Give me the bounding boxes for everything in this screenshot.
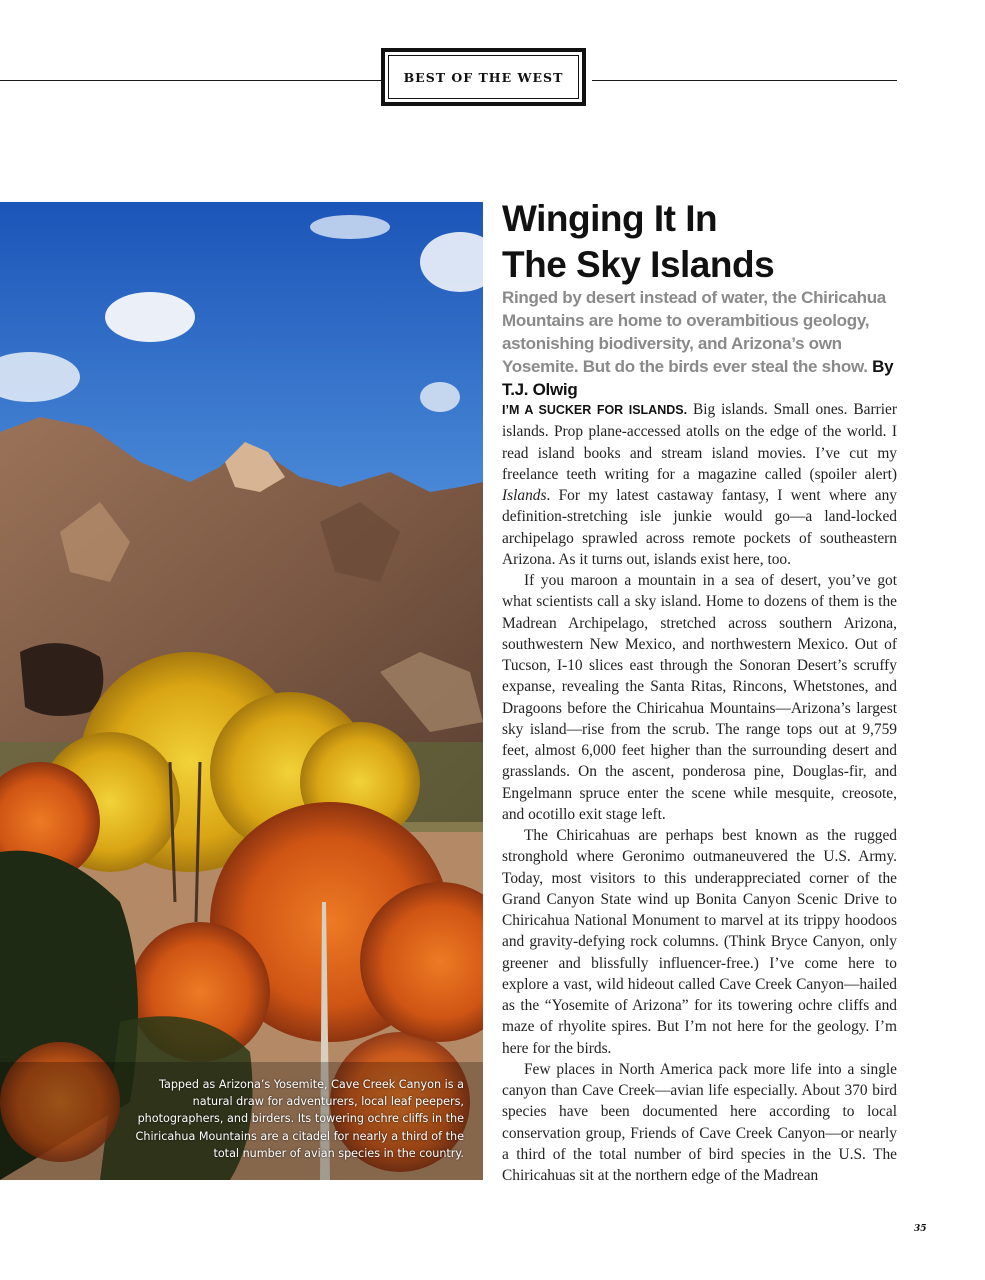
deck [502,286,902,401]
byline: By T.J. Olwig [502,357,894,399]
paragraph-4: Few places in North America pack more life into a single canyon than Cave Creek—avian life especially. About 370 bird species have been documented here according to local conservation group, Friends of Cave Creek Canyon—or nearly a third of the total number of bird species in the U.S. The Chiricahuas sit at the northern edge of the Madrean [502,1060,897,1184]
paragraph-3: The Chiricahuas are perhaps best known as the rugged stronghold where Geronimo outmaneuvered the U.S. Army. Today, most visitors to this underappreciated corner of the Grand Canyon State wind up Bonita Canyon Scenic Drive to Chiricahua National Monument to marvel at its trippy hoodoos and gravity-defying rock columns. (Think Bryce Canyon, only greener and blissfully influencer-free.) I’ve come here to explore a vast, wild hideout called Cave Creek Canyon—hailed as the “Yosemite of Arizona” for its towering ochre cliffs and maze of rhyolite spires. But I’m not here for the geology. I’m here for the birds. [502,827,897,1057]
photo-illustration [0,202,483,1180]
header-rule-left [0,80,382,81]
paragraph-2: If you maroon a mountain in a sea of desert, you’ve got what scientists call a sky island. Home to dozens of them is the Madrean Archipelago, stretched across southern Arizona, southwestern New Mexico, and northwestern Mexico. Out of Tucson, I-10 slices east through the Sonoran Desert’s scruffy expanse, revealing the Santa Ritas, Rincons, Whetstones, and Dragoons before the Chiricahua Mountains—Arizona’s largest sky island—rise from the scrub. The range tops out at 9,759 feet, almost 6,000 feet higher than the surrounding desert and grasslands. On the ascent, ponderosa pine, Douglas-fir, and Engelmann spruce enter the scene while mesquite, creosote, and ocotillo exit stage left. [502,572,897,823]
canyon-photo [0,202,483,1180]
headline-line-2: The Sky Islands [502,244,775,285]
lead-in: I’M A SUCKER FOR ISLANDS. [502,403,688,417]
header-rule-right [592,80,897,81]
headline [502,196,902,288]
magazine-title: Islands [502,487,547,504]
deck-text: Ringed by desert instead of water, the Chiricahua Mountains are home to overambitious geology, astonishing biodiversity, and Arizona’s own Yosemite. But do the birds ever steal the show. [502,288,886,376]
paragraph-1 [502,399,897,570]
section-label: BEST OF THE WEST [381,48,586,106]
article-body [502,399,897,1186]
photo-caption: Tapped as Arizona’s Yosemite, Cave Creek Canyon is a natural draw for adventurers, local leaf peepers, photographers, and birders. Its towering ochre cliffs in the Chiricahua Mountains are a citadel for nearly a third of the total number of avian species in the country. [135,1078,464,1160]
paragraph-1-text-b: . For my latest castaway fantasy, I went where any definition-stretching isle junkie would go—a land-locked archipelago sprawled across remote pockets of southeastern Arizona. As it turns out, islands exist here, too. [502,487,897,568]
page-number: 35 [914,1224,927,1234]
headline-line-1: Winging It In [502,198,718,239]
paragraph-1-text-a: Big islands. Small ones. Barrier islands. Prop plane-accessed atolls on the edge of the world. I read island books and stream island movies. I’ve cut my freelance teeth writing for a magazine called (spoiler alert) [502,401,897,483]
